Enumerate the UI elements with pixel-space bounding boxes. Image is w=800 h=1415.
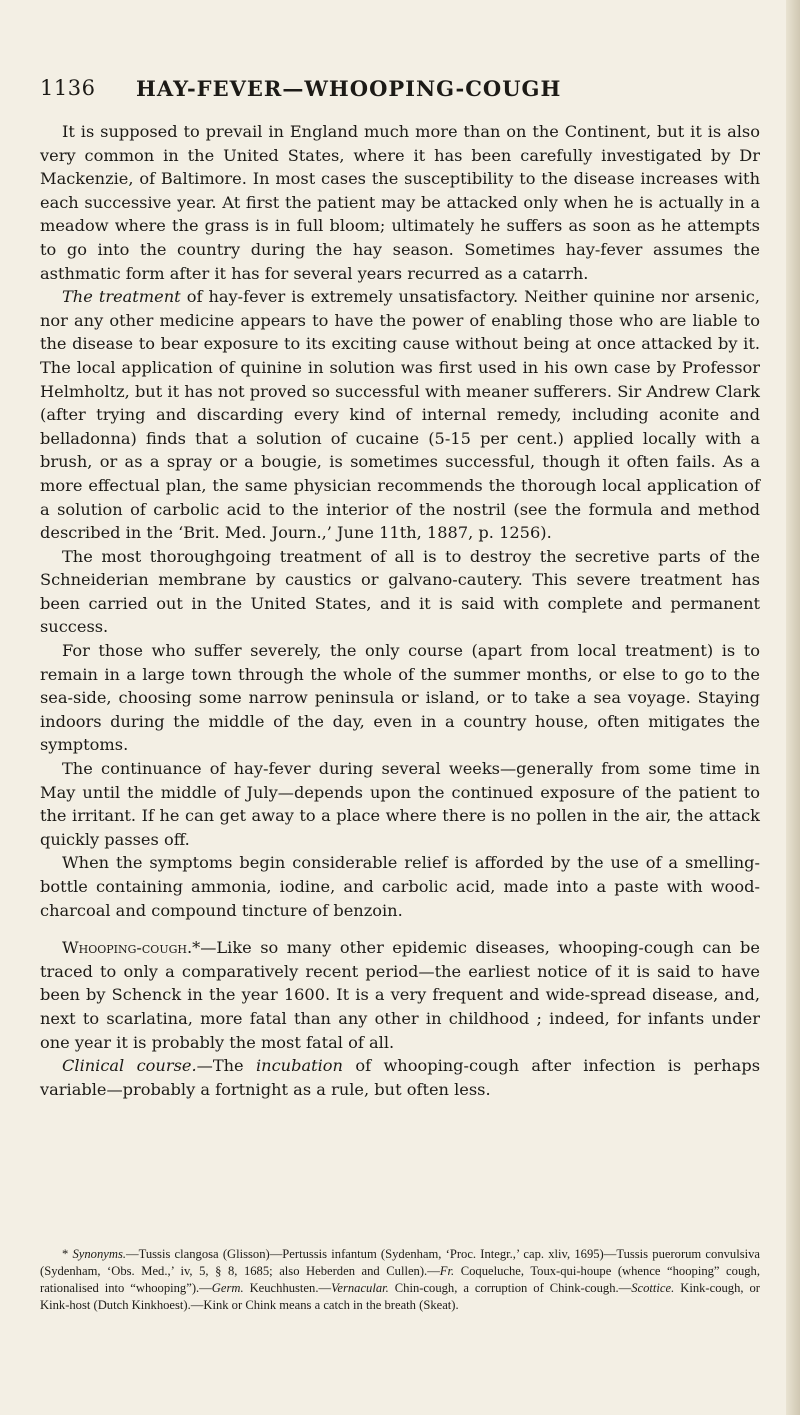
footnote-segment: Kink-cough, or Kink-host (Dutch Kinkhoest).—Kink or Chink means a catch in the breath (Skeat). — [40, 1281, 760, 1312]
footnote-segment: Coqueluche, Toux-qui-houpe (whence “hooping” cough, rationalised into “whooping”).— — [40, 1264, 760, 1295]
paragraph-text: of hay-fever is extremely unsatisfactory. Neither quinine nor arsenic, nor any other medicine appears to have the power of enabling those who are liable to the disease to bear exposure to its exciting cause without being at once attacked by it. The local application of quinine in solution was first used in his own case by Professor Helmholtz, but it has not proved so successful with meaner sufferers. Sir Andrew Clark (after trying and discarding every kind of internal remedy, including aconite and belladonna) finds that a solution of cucaine (5-15 per cent.) applied locally with a brush, or as a spray or a bougie, is sometimes successful, though it often fails. As a more effectual plan, the same physician recommends the thorough local application of a solution of carbolic acid to the interior of the nostril (see the formula and method described in the ‘Brit. Med. Journ.,’ June 11th, 1887, p. 1256). — [40, 287, 760, 543]
footnote-label-scottice: Scottice. — [631, 1281, 675, 1295]
footnote-label-vernacular: Vernacular. — [331, 1281, 389, 1295]
paragraph-text: —The — [196, 1056, 256, 1076]
footnote-segment: Chin-cough, a corruption of Chink-cough.— — [388, 1281, 632, 1295]
paragraph-text: The most thoroughgoing treatment of all is to destroy the secretive parts of the Schneiderian membrane by caustics or galvano-cautery. This severe treatment has been carried out in the United States, and it is said with complete and permanent success. — [40, 546, 760, 637]
paragraph-text: The continuance of hay-fever during several weeks—generally from some time in May until the middle of July—depends upon the continued exposure of the patient to the irritant. If he can get away to a place where there is no pollen in the air, the attack quickly passes off. — [40, 759, 760, 849]
paragraph-text: It is supposed to prevail in England much more than on the Continent, but it is also very common in the United States, where it has been carefully investigated by Dr Mackenzie, of Baltimore. In most cases the susceptibility to the disease increases with each successive year. At first the patient may be attacked only when he is actually in a meadow where the grass is in full bloom; ultimately he suffers as soon as he attempts to go into the country during the hay season. Sometimes hay-fever assumes the asthmatic form after it has for several years recurred as a catarrh. — [40, 122, 760, 283]
page-number: 1136 — [40, 76, 96, 100]
paragraph — [40, 1054, 760, 1101]
paragraph-emphasis: incubation — [256, 1056, 343, 1076]
footnote-label-french: Fr. — [439, 1264, 455, 1278]
paragraph-text: of whooping-cough after infection is perhaps variable—probably a fortnight as a rule, but often less. — [40, 1056, 761, 1099]
page-header — [40, 76, 760, 110]
section-heading: Whooping-cough.* — [62, 938, 201, 958]
paragraph-text: When the symptoms begin considerable relief is afforded by the use of a smelling-bottle containing ammonia, iodine, and carbolic acid, made into a paste with wood-charcoal and compound tincture of benzoin. — [40, 853, 760, 920]
footnote-lead: Synonyms. — [72, 1247, 127, 1261]
footnote-label-german: Germ. — [211, 1281, 244, 1295]
paragraph — [40, 120, 760, 285]
page-edge — [786, 0, 800, 1415]
footnote — [40, 1246, 760, 1314]
running-head: HAY-FEVER—WHOOPING-COUGH — [136, 76, 562, 101]
paragraph — [40, 639, 760, 757]
footnote-segment: Keuchhusten.— — [243, 1281, 332, 1295]
paragraph — [40, 545, 760, 639]
paragraph-lead: The treatment — [62, 287, 181, 307]
footnote-marker: * — [62, 1247, 73, 1261]
paragraph — [40, 851, 760, 922]
paragraph-text: —Like so many other epidemic diseases, whooping-cough can be traced to only a comparatively recent period—the earliest notice of it is said to have been by Schenck in the year 1600. It is a very frequent and wide-spread disease, and, next to scarlatina, more fatal than any other in childhood ; indeed, for infants under one year it is probably the most fatal of all. — [40, 938, 760, 1052]
footnote-text — [40, 1246, 760, 1314]
paragraph-lead: Clinical course. — [62, 1056, 197, 1076]
paragraph-text: For those who suffer severely, the only course (apart from local treatment) is to remain in a large town through the whole of the summer months, or else to go to the sea-side, choosing some narrow peninsula or island, or to take a sea voyage. Staying indoors during the middle of the day, even in a country house, often mitigates the symptoms. — [40, 641, 760, 755]
section-whooping-cough — [40, 936, 760, 1054]
body-text — [40, 120, 760, 1101]
footnote-segment: —Tussis clangosa (Glisson)—Pertussis infantum (Sydenham, ‘Proc. Integr.,’ cap. xliv, 1695)—Tussis puerorum convulsiva (Sydenham, ‘Obs. Med.,’ iv, 5, § 8, 1685; also Heberden and Cullen).— — [40, 1247, 760, 1278]
paragraph — [40, 285, 760, 545]
paragraph — [40, 757, 760, 851]
